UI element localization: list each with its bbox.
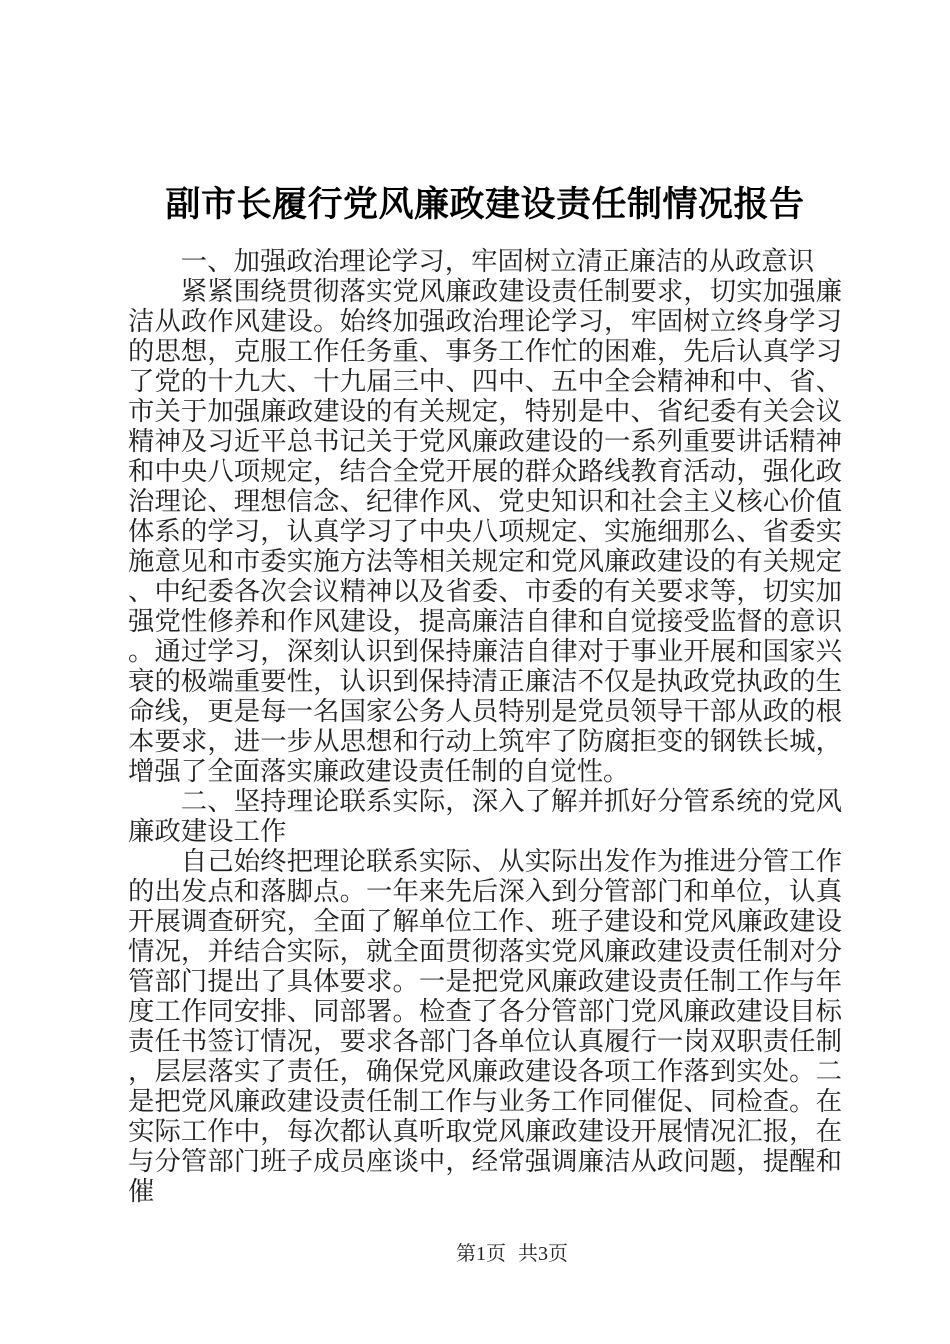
section-heading-2: 二、坚持理论联系实际，深入了解并抓好分管系统的党风廉政建设工作	[128, 786, 842, 846]
page-total-label: 共3页	[518, 1243, 568, 1265]
section-heading-1: 一、加强政治理论学习，牢固树立清正廉洁的从政意识	[180, 246, 815, 276]
page-number-label: 第1页	[456, 1243, 506, 1265]
page-footer	[456, 1242, 568, 1266]
body-paragraph-2: 自己始终把理论联系实际、从实际出发作为推进分管工作的出发点和落脚点。一年来先后深入到分管部门和单位，认真开展调查研究，全面了解单位工作、班子建设和党风廉政建设情况，并结合实际，就全面贯彻落实党风廉政建设责任制对分管部门提出了具体要求。一是把党风廉政建设责任制工作与年度工作同安排、同部署。检查了各分管部门党风廉政建设目标责任书签订情况，要求各部门各单位认真履行一岗双职责任制，层层落实了责任，确保党风廉政建设各项工作落到实处。二是把党风廉政建设责任制工作与业务工作同催促、同检查。在实际工作中，每次都认真听取党风廉政建设开展情况汇报，在与分管部门班子成员座谈中，经常强调廉洁从政问题，提醒和催	[128, 846, 842, 1206]
body-paragraph-1: 紧紧围绕贯彻落实党风廉政建设责任制要求，切实加强廉洁从政作风建设。始终加强政治理论学习，牢固树立终身学习的思想，克服工作任务重、事务工作忙的困难，先后认真学习了党的十九大、十九届三中、四中、五中全会精神和中、省、市关于加强廉政建设的有关规定，特别是中、省纪委有关会议精神及习近平总书记关于党风廉政建设的一系列重要讲话精神和中央八项规定，结合全党开展的群众路线教育活动，强化政治理论、理想信念、纪律作风、党史知识和社会主义核心价值体系的学习，认真学习了中央八项规定、实施细那么、省委实施意见和市委实施方法等相关规定和党风廉政建设的有关规定、中纪委各次会议精神以及省委、市委的有关要求等，切实加强党性修养和作风建设，提高廉洁自律和自觉接受监督的意识。通过学习，深刻认识到保持廉洁自律对于事业开展和国家兴衰的极端重要性，认识到保持清正廉洁不仅是执政党执政的生命线，更是每一名国家公务人员特别是党员领导干部从政的根本要求，进一步从思想和行动上筑牢了防腐拒变的钢铁长城，增强了全面落实廉政建设责任制的自觉性。	[128, 276, 842, 786]
document-title: 副市长履行党风廉政建设责任制情况报告	[165, 185, 805, 224]
document-content	[128, 182, 842, 1206]
